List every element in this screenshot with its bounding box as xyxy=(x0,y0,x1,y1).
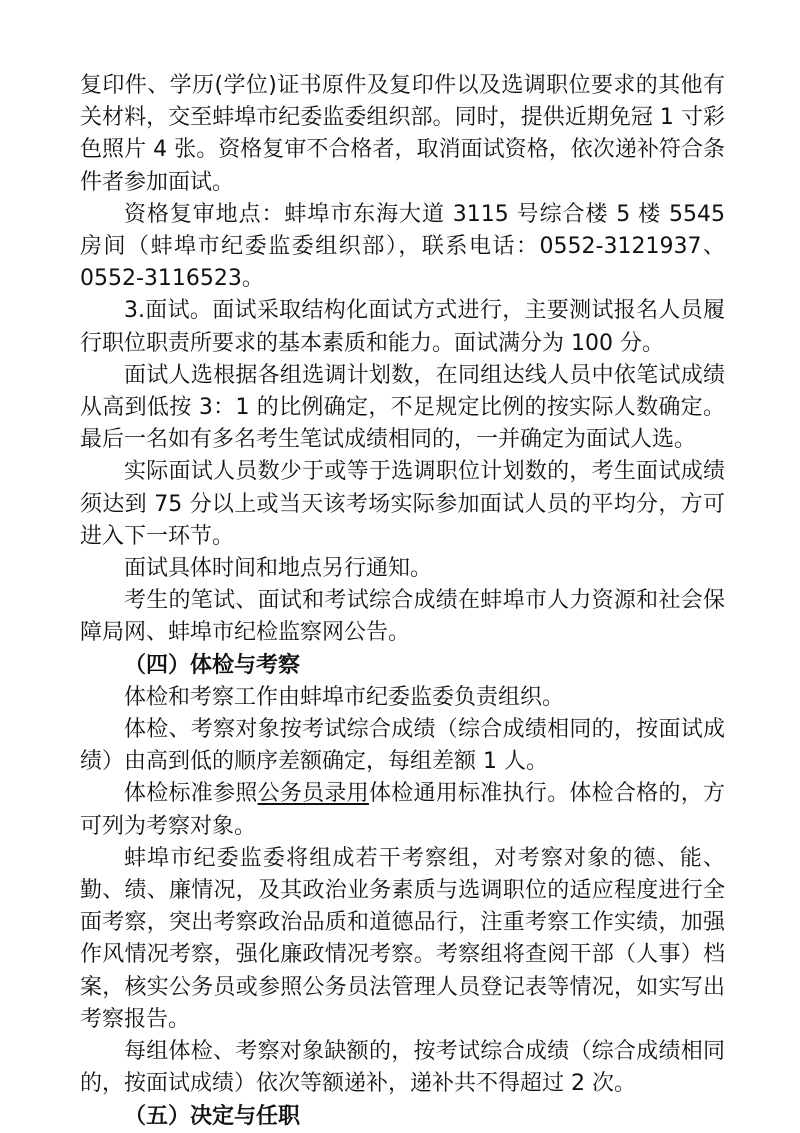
paragraph-interview-threshold: 实际面试人员数少于或等于选调职位计划数的，考生面试成绩须达到 75 分以上或当天该考场实际参加面试人员的平均分，方可进入下一环节。 xyxy=(80,459,725,549)
medical-standard-text-before: 体检标准参照 xyxy=(124,781,258,807)
document-body xyxy=(80,70,725,1133)
paragraph-review-location: 资格复审地点：蚌埠市东海大道 3115 号综合楼 5 楼 5545 房间（蚌埠市纪委监委组织部），联系电话：0552-3121937、0552-3116523。 xyxy=(80,201,725,292)
paragraph-inspection-organizer: 体检和考察工作由蚌埠市纪委监委负责组织。 xyxy=(124,684,565,710)
medical-standard-text-after: 体检通用标准执行。体检合格的，方可列为考察对象。 xyxy=(80,781,725,839)
paragraph-vacancy-filling: 每组体检、考察对象缺额的，按考试综合成绩（综合成绩相同的，按面试成绩）依次等额递补，递补共不得超过 2 次。 xyxy=(80,1039,725,1097)
paragraph-interview-method: 3.面试。面试采取结构化面试方式进行，主要测试报名人员履行职位职责所要求的基本素质和能力。面试满分为 100 分。 xyxy=(80,298,725,356)
paragraph-inspection-process: 蚌埠市纪委监委将组成若干考察组，对考察对象的德、能、勤、绩、廉情况，及其政治业务素质与选调职位的适应程度进行全面考察，突出考察政治品质和道德品行，注重考察工作实绩，加强作风情况考察，强化廉政情况考察。考察组将查阅干部（人事）档案，核实公务员或参照公务员法管理人员登记表等情况，如实写出考察报告。 xyxy=(80,845,725,1032)
paragraph-medical-standard xyxy=(80,778,725,842)
paragraph-materials-submission: 复印件、学历(学位)证书原件及复印件以及选调职位要求的其他有关材料，交至蚌埠市纪委监委组织部。同时，提供近期免冠 1 寸彩色照片 4 张。资格复审不合格者，取消面试资格，依次递补符合条件者参加面试。 xyxy=(80,73,725,195)
civil-servant-recruitment-term: 公务员录用 xyxy=(257,781,369,807)
section-heading-decision-appointment: （五）决定与任职 xyxy=(124,1103,301,1129)
paragraph-interview-candidates: 面试人选根据各组选调计划数，在同组达线人员中依笔试成绩从高到低按 3：1 的比例确定，不足规定比例的按实际人数确定。最后一名如有多名考生笔试成绩相同的，一并确定为面试人选。 xyxy=(80,362,725,453)
section-heading-medical-inspection: （四）体检与考察 xyxy=(124,652,301,678)
paragraph-inspection-selection: 体检、考察对象按考试综合成绩（综合成绩相同的，按面试成绩）由高到低的顺序差额确定，每组差额 1 人。 xyxy=(80,717,725,775)
paragraph-results-announcement: 考生的笔试、面试和考试综合成绩在蚌埠市人力资源和社会保障局网、蚌埠市纪检监察网公告。 xyxy=(80,588,725,646)
paragraph-interview-schedule: 面试具体时间和地点另行通知。 xyxy=(124,556,433,582)
